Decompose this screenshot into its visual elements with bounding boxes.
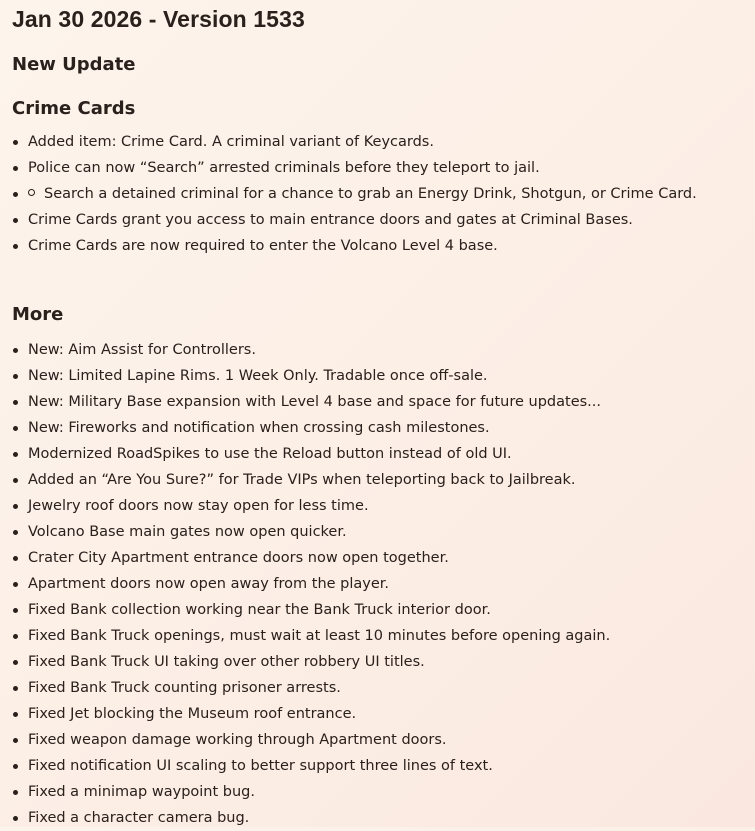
list-item: New: Fireworks and notification when crossing cash milestones. [12,415,743,441]
list-item: Crime Cards are now required to enter the Volcano Level 4 base. [12,233,743,259]
update-subtitle: New Update [12,54,136,75]
list-item: Fixed notification UI scaling to better support three lines of text. [12,753,743,779]
section-title-crime-cards: Crime Cards [12,98,136,119]
list-item-nested [12,181,743,207]
list-item: Fixed Bank Truck UI taking over other robbery UI titles. [12,649,743,675]
list-item: Police can now “Search” arrested criminals before they teleport to jail. [12,155,743,181]
list-item: New: Aim Assist for Controllers. [12,337,743,363]
list-item: Crater City Apartment entrance doors now open together. [12,545,743,571]
sub-bullet-icon [28,189,35,196]
list-item: Added item: Crime Card. A criminal variant of Keycards. [12,129,743,155]
list-item: Fixed a minimap waypoint bug. [12,779,743,805]
list-item: Fixed a character camera bug. [12,805,743,831]
crime-cards-list [12,129,743,259]
list-item: Fixed Bank Truck openings, must wait at least 10 minutes before opening again. [12,623,743,649]
list-item: Modernized RoadSpikes to use the Reload button instead of old UI. [12,441,743,467]
list-item: Crime Cards grant you access to main entrance doors and gates at Criminal Bases. [12,207,743,233]
version-title: Jan 30 2026 - Version 1533 [12,6,305,32]
list-item: New: Limited Lapine Rims. 1 Week Only. Tradable once off-sale. [12,363,743,389]
list-item: Added an “Are You Sure?” for Trade VIPs when teleporting back to Jailbreak. [12,467,743,493]
list-item: New: Military Base expansion with Level 4 base and space for future updates... [12,389,743,415]
list-item: Fixed weapon damage working through Apartment doors. [12,727,743,753]
list-item-text: Search a detained criminal for a chance to grab an Energy Drink, Shotgun, or Crime Card. [44,186,697,202]
more-list [12,337,743,831]
list-item: Fixed Bank collection working near the Bank Truck interior door. [12,597,743,623]
list-item: Jewelry roof doors now stay open for less time. [12,493,743,519]
section-title-more: More [12,304,64,325]
list-item: Apartment doors now open away from the player. [12,571,743,597]
list-item: Volcano Base main gates now open quicker. [12,519,743,545]
list-item: Fixed Jet blocking the Museum roof entrance. [12,701,743,727]
list-item: Fixed Bank Truck counting prisoner arrests. [12,675,743,701]
